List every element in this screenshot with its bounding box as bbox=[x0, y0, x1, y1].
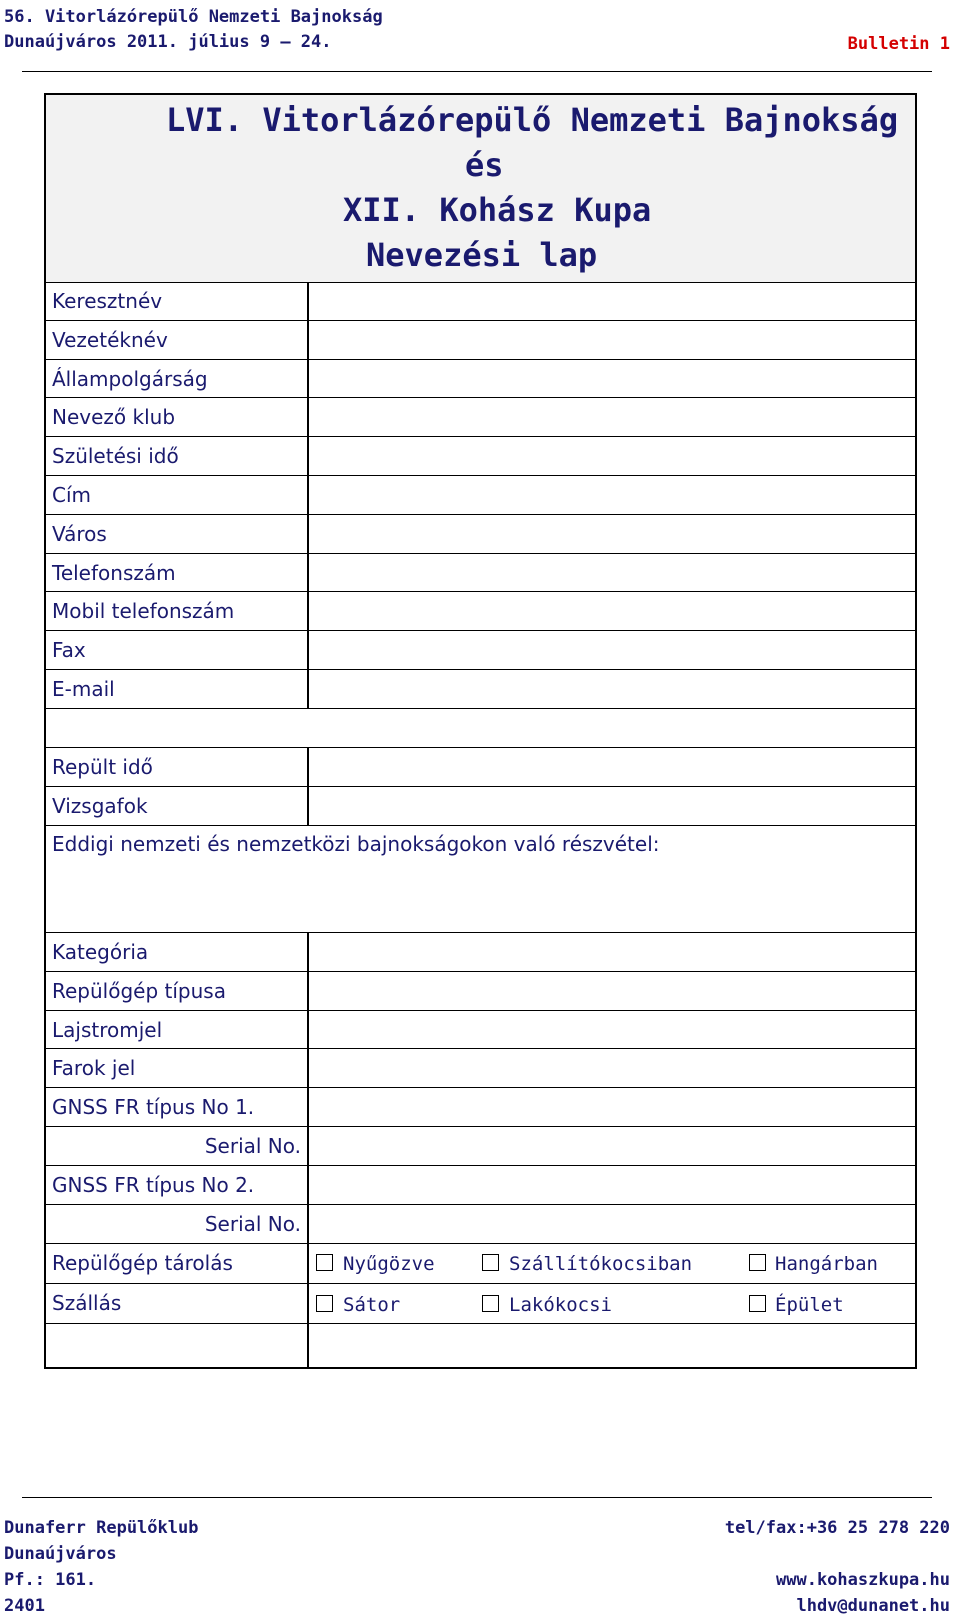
storage-tethered-checkbox[interactable] bbox=[316, 1254, 333, 1271]
aircraft-label: Repülőgép típusa bbox=[52, 978, 226, 1003]
experience-row bbox=[44, 787, 917, 826]
bulletin-label: Bulletin 1 bbox=[847, 34, 950, 54]
personal-field[interactable] bbox=[309, 321, 917, 359]
personal-label: Mobil telefonszám bbox=[52, 599, 235, 624]
footer-po-box: Pf.: 161. bbox=[4, 1570, 97, 1590]
lodging-row bbox=[44, 1284, 917, 1324]
lodging-caravan-checkbox[interactable] bbox=[482, 1295, 499, 1312]
footer-phone: tel/fax:+36 25 278 220 bbox=[724, 1518, 950, 1538]
championships-label: Eddigi nemzeti és nemzetközi bajnokságokon való részvétel: bbox=[52, 832, 660, 856]
lodging-label: Szállás bbox=[52, 1291, 122, 1315]
column-divider bbox=[307, 1284, 309, 1324]
storage-trailer-label: Szállítókocsiban bbox=[509, 1253, 693, 1275]
personal-row bbox=[44, 670, 917, 709]
footer-city: Dunaújváros bbox=[4, 1544, 117, 1564]
gnss1-label: GNSS FR típus No 1. bbox=[52, 1095, 255, 1119]
aircraft-field[interactable] bbox=[309, 972, 917, 1010]
personal-field[interactable] bbox=[309, 515, 917, 553]
footer-postcode: 2401 bbox=[4, 1596, 45, 1616]
personal-field[interactable] bbox=[309, 360, 917, 398]
personal-label: Cím bbox=[52, 483, 92, 507]
personal-row bbox=[44, 321, 917, 360]
personal-field[interactable] bbox=[309, 592, 917, 630]
personal-row bbox=[44, 592, 917, 631]
personal-label: Keresztnév bbox=[52, 289, 163, 313]
aircraft-row bbox=[44, 972, 917, 1011]
personal-row bbox=[44, 554, 917, 593]
personal-label: E-mail bbox=[52, 677, 115, 701]
experience-field[interactable] bbox=[309, 748, 917, 786]
storage-tethered-label: Nyűgözve bbox=[343, 1253, 435, 1275]
experience-row bbox=[44, 748, 917, 787]
personal-label: Születési idő bbox=[52, 444, 179, 469]
gnss1-serial-label: Serial No. bbox=[204, 1134, 301, 1158]
personal-field[interactable] bbox=[309, 398, 917, 436]
blank-row bbox=[44, 709, 917, 748]
personal-row bbox=[44, 360, 917, 399]
personal-row bbox=[44, 476, 917, 515]
footer-website-link[interactable]: www.kohaszkupa.hu bbox=[776, 1570, 950, 1590]
personal-field[interactable] bbox=[309, 476, 917, 514]
lodging-tent-checkbox[interactable] bbox=[316, 1295, 333, 1312]
aircraft-row bbox=[44, 1011, 917, 1050]
gnss1-serial-row bbox=[44, 1127, 917, 1166]
lodging-building-label: Épület bbox=[775, 1294, 844, 1316]
personal-label: Állampolgárság bbox=[52, 366, 208, 391]
personal-label: Telefonszám bbox=[52, 560, 176, 585]
personal-row bbox=[44, 515, 917, 554]
experience-label: Vizsgafok bbox=[52, 794, 148, 818]
final-blank-field[interactable] bbox=[309, 1324, 917, 1369]
form-title-line1: LVI. Vitorlázórepülő Nemzeti Bajnokság bbox=[166, 101, 899, 139]
form-title-line4: Nevezési lap bbox=[366, 236, 598, 274]
lodging-building-checkbox[interactable] bbox=[749, 1295, 766, 1312]
storage-hangar-checkbox[interactable] bbox=[749, 1254, 766, 1271]
experience-field[interactable] bbox=[309, 787, 917, 825]
gnss2-serial-row bbox=[44, 1205, 917, 1244]
form-title-box bbox=[44, 93, 917, 283]
personal-row bbox=[44, 631, 917, 670]
footer-rule bbox=[22, 1497, 932, 1498]
championships-field[interactable] bbox=[52, 866, 909, 928]
aircraft-label: Farok jel bbox=[52, 1056, 136, 1081]
championships-row bbox=[44, 826, 917, 933]
personal-row bbox=[44, 437, 917, 476]
personal-field[interactable] bbox=[309, 282, 917, 320]
experience-label: Repült idő bbox=[52, 755, 153, 779]
storage-trailer-checkbox[interactable] bbox=[482, 1254, 499, 1271]
header-rule bbox=[22, 71, 932, 72]
aircraft-label: Kategória bbox=[52, 940, 149, 964]
aircraft-field[interactable] bbox=[309, 1011, 917, 1049]
header-event-dates: Dunaújváros 2011. július 9 – 24. bbox=[4, 32, 332, 52]
aircraft-field[interactable] bbox=[309, 1049, 917, 1087]
footer-club-name: Dunaferr Repülőklub bbox=[4, 1518, 199, 1538]
aircraft-field[interactable] bbox=[309, 933, 917, 971]
personal-field[interactable] bbox=[309, 437, 917, 475]
form-title-line2: és bbox=[465, 146, 504, 184]
storage-hangar-label: Hangárban bbox=[775, 1253, 878, 1275]
personal-label: Vezetéknév bbox=[52, 327, 168, 352]
gnss2-serial-field[interactable] bbox=[309, 1205, 917, 1243]
personal-field[interactable] bbox=[309, 631, 917, 669]
personal-field[interactable] bbox=[309, 554, 917, 592]
personal-row bbox=[44, 282, 917, 321]
final-blank-row bbox=[44, 1324, 917, 1369]
aircraft-row bbox=[44, 933, 917, 972]
personal-row bbox=[44, 398, 917, 437]
personal-field[interactable] bbox=[309, 670, 917, 708]
gnss1-row bbox=[44, 1088, 917, 1127]
lodging-caravan-label: Lakókocsi bbox=[509, 1294, 612, 1316]
gnss1-serial-field[interactable] bbox=[309, 1127, 917, 1165]
gnss2-serial-label: Serial No. bbox=[204, 1212, 301, 1236]
gnss2-label: GNSS FR típus No 2. bbox=[52, 1173, 255, 1197]
aircraft-row bbox=[44, 1049, 917, 1088]
personal-label: Város bbox=[52, 521, 107, 546]
gnss2-row bbox=[44, 1166, 917, 1205]
header-event-title: 56. Vitorlázórepülő Nemzeti Bajnokság bbox=[4, 7, 383, 27]
gnss2-type-field[interactable] bbox=[309, 1166, 917, 1204]
form-title-line3: XII. Kohász Kupa bbox=[343, 191, 652, 229]
column-divider bbox=[307, 1244, 309, 1284]
personal-label: Nevező klub bbox=[52, 405, 176, 430]
aircraft-label: Lajstromjel bbox=[52, 1017, 163, 1042]
footer-email-link[interactable]: lhdv@dunanet.hu bbox=[796, 1596, 950, 1616]
storage-row bbox=[44, 1244, 917, 1284]
lodging-tent-label: Sátor bbox=[343, 1294, 401, 1316]
gnss1-type-field[interactable] bbox=[309, 1088, 917, 1126]
personal-label: Fax bbox=[52, 638, 86, 663]
storage-label: Repülőgép tárolás bbox=[52, 1251, 233, 1275]
